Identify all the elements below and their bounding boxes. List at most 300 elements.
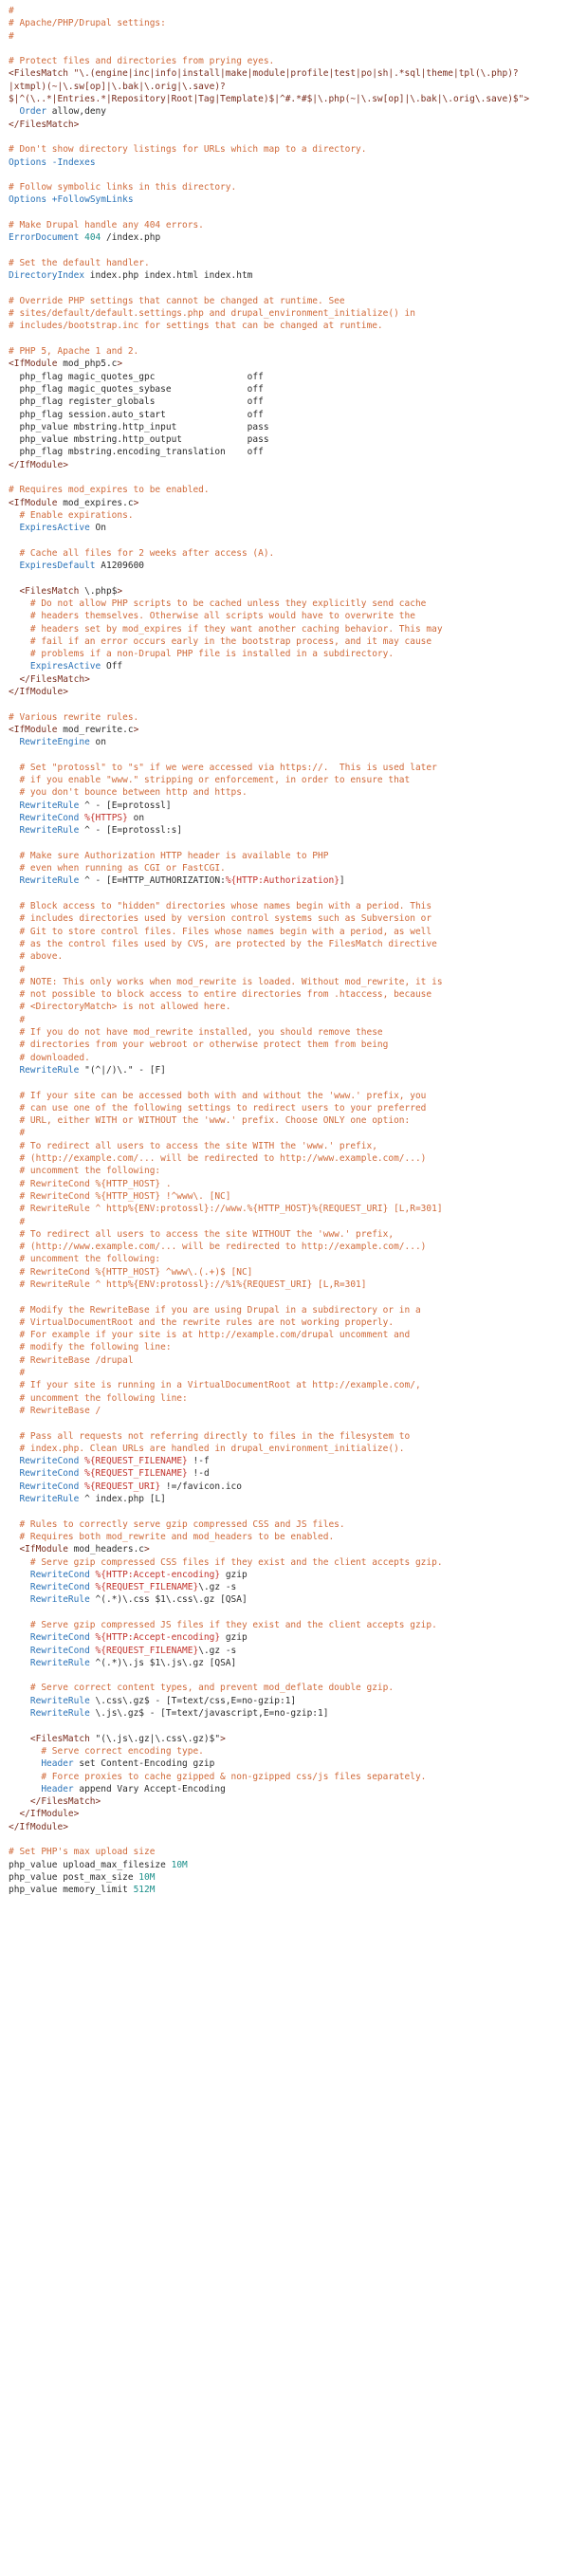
variable-token: %{REQUEST_URI} — [84, 1481, 161, 1492]
code-line — [9, 1279, 569, 1291]
code-line — [9, 5, 569, 17]
code-line — [9, 1443, 569, 1455]
code-line — [9, 711, 569, 724]
number-token: 512M — [133, 1885, 156, 1896]
text-token — [9, 1796, 30, 1807]
comment-token: # can use one of the following settings to redirect users to your preferred — [9, 1102, 427, 1113]
comment-token: # headers themselves. Otherwise all scripts would have to overwrite the — [9, 611, 415, 622]
comment-token: # uncomment the following: — [9, 1254, 161, 1265]
code-line — [9, 1430, 569, 1443]
comment-token: # Serve gzip compressed JS files if they exist and the client accepts gzip. — [9, 1620, 437, 1630]
tag-token: > — [144, 1544, 150, 1555]
tag-token: </IfModule> — [19, 1809, 80, 1820]
comment-token: # To redirect all users to access the site WITH the 'www.' prefix, — [9, 1140, 377, 1151]
text-token — [9, 1708, 30, 1719]
code-line — [9, 1581, 569, 1593]
comment-token: # Follow symbolic links in this directory. — [9, 182, 237, 193]
directive-token: DirectoryIndex — [9, 270, 85, 282]
code-line — [9, 1329, 569, 1341]
code-line — [9, 1733, 569, 1745]
comment-token: # RewriteBase /drupal — [9, 1354, 134, 1366]
variable-token: %{REQUEST_FILENAME} — [84, 1468, 188, 1480]
code-line — [9, 119, 569, 131]
code-line — [9, 964, 569, 976]
text-token — [9, 737, 19, 747]
code-line — [9, 1669, 569, 1682]
code-line — [9, 257, 569, 269]
text-token — [9, 1582, 30, 1592]
number-token: 404 — [84, 232, 101, 244]
text-token: ^ - [E=protossl] — [79, 800, 172, 811]
directive-token: ExpiresDefault — [19, 561, 96, 572]
directive-token: RewriteRule — [19, 1494, 80, 1505]
comment-token: # RewriteCond %{HTTP_HOST} ^www\.(.+)$ [NC] — [9, 1266, 253, 1278]
code-line — [9, 156, 569, 169]
code-line — [9, 1631, 569, 1644]
code-line — [9, 283, 569, 295]
directive-token: Options — [9, 194, 47, 206]
directive-token: RewriteCond — [29, 1645, 90, 1656]
text-token: mod_rewrite.c — [57, 724, 134, 735]
code-line — [9, 1291, 569, 1303]
text-token: php_flag register_globals off — [9, 396, 264, 408]
comment-token: # (http://example.com/... will be redirected to http://www.example.com/...) — [9, 1153, 427, 1165]
code-line — [9, 383, 569, 396]
tag-token: $|^(\..*|Entries.*|Repository|Root|Tag|Template)$|^#.*#$|\.php(~|\.sw[op]|\.bak|\.orig\.save)$"> — [9, 94, 530, 105]
code-line — [9, 572, 569, 584]
directive-token: ExpiresActive — [29, 661, 101, 672]
comment-token: # Force proxies to cache gzipped & non-gzipped css/js files separately. — [9, 1771, 427, 1782]
text-token: php_flag magic_quotes_sybase off — [9, 383, 264, 395]
tag-token: |xtmpl)(~|\.sw[op]|\.bak|\.orig|\.save)? — [9, 81, 226, 92]
comment-token: # includes/bootstrap.inc for settings that can be changed at runtime. — [9, 321, 383, 332]
code-line — [9, 585, 569, 598]
directive-token: ExpiresActive — [19, 523, 90, 534]
directive-token: RewriteCond — [19, 1456, 80, 1467]
text-token: !-d — [187, 1468, 210, 1480]
code-line — [9, 1039, 569, 1051]
directive-token: Options — [9, 156, 47, 168]
text-token — [9, 1632, 30, 1643]
code-line — [9, 900, 569, 912]
code-line — [9, 358, 569, 370]
text-token — [9, 1544, 19, 1555]
code-line — [9, 1808, 569, 1820]
comment-token: # you don't bounce between http and https. — [9, 787, 248, 799]
code-line — [9, 43, 569, 55]
text-token — [9, 1468, 19, 1479]
comment-token: # — [9, 1368, 26, 1379]
code-line — [9, 1493, 569, 1505]
comment-token: # If your site is running in a VirtualDocumentRoot at http://example.com/, — [9, 1380, 421, 1391]
code-line — [9, 509, 569, 522]
code-line — [9, 1556, 569, 1569]
comment-token: # Make sure Authorization HTTP header is available to PHP — [9, 850, 329, 861]
comment-token: # headers set by mod_expires if they want another caching behavior. This may — [9, 623, 443, 635]
code-line — [9, 320, 569, 332]
comment-token: # modify the following line: — [9, 1342, 172, 1353]
code-line — [9, 874, 569, 887]
comment-token: # RewriteCond %{HTTP_HOST} !^www\. [NC] — [9, 1190, 231, 1202]
code-line — [9, 1114, 569, 1127]
comment-token: # VirtualDocumentRoot and the rewrite rules are not working properly. — [9, 1316, 395, 1328]
code-line — [9, 67, 569, 80]
tag-token: <FilesMatch — [19, 585, 80, 597]
text-token: !-f — [187, 1456, 210, 1467]
code-line — [9, 93, 569, 105]
text-token: php_value memory_limit — [9, 1885, 134, 1896]
code-line — [9, 862, 569, 874]
code-line — [9, 988, 569, 1001]
code-line — [9, 1593, 569, 1606]
comment-token: # fail if an error occurs early in the bootstrap process, and it may cause — [9, 635, 432, 647]
code-line — [9, 1203, 569, 1215]
text-token: mod_headers.c — [67, 1544, 145, 1555]
variable-token: %{HTTPS} — [84, 813, 128, 823]
comment-token: # as the control files used by CVS, are protected by the FilesMatch directive — [9, 938, 437, 949]
comment-token: # RewriteRule ^ http%{ENV:protossl}://%1%{REQUEST_URI} [L,R=301] — [9, 1279, 367, 1290]
comment-token: # — [9, 6, 14, 16]
code-line — [9, 1859, 569, 1871]
comment-token: # Git to store control files. Files whose names begin with a period, as well — [9, 926, 432, 937]
text-token — [9, 674, 19, 685]
tag-token: <IfModule — [9, 724, 58, 735]
code-line — [9, 421, 569, 433]
text-token — [9, 1065, 19, 1076]
comment-token: # (http://www.example.com/... will be redirected to http://example.com/...) — [9, 1242, 427, 1253]
text-token: A1209600 — [95, 561, 145, 572]
tag-token: <IfModule — [19, 1544, 68, 1555]
directive-token: RewriteEngine — [19, 737, 90, 748]
tag-token: </FilesMatch> — [29, 1796, 101, 1808]
comment-token: # Do not allow PHP scripts to be cached unless they explicitly send cache — [9, 598, 427, 609]
code-line — [9, 1253, 569, 1265]
code-line — [9, 1354, 569, 1367]
code-line — [9, 1682, 569, 1694]
text-token: php_value mbstring.http_output pass — [9, 434, 269, 446]
code-line — [9, 1090, 569, 1102]
code-line — [9, 673, 569, 686]
comment-token: # Modify the RewriteBase if you are using Drupal in a subdirectory or in a — [9, 1304, 421, 1316]
code-line — [9, 926, 569, 938]
code-line — [9, 1657, 569, 1669]
code-line — [9, 1152, 569, 1165]
comment-token: # Serve gzip compressed CSS files if they exist and the client accepts gzip. — [9, 1556, 443, 1568]
code-line — [9, 1379, 569, 1391]
code-line — [9, 1102, 569, 1114]
comment-token: # If your site can be accessed both with and without the 'www.' prefix, you — [9, 1090, 427, 1101]
code-line — [9, 547, 569, 560]
code-line — [9, 1720, 569, 1732]
code-line — [9, 459, 569, 471]
comment-token: # Set PHP's max upload size — [9, 1847, 156, 1858]
code-line — [9, 497, 569, 509]
code-line — [9, 837, 569, 850]
code-line — [9, 724, 569, 736]
tag-token: </IfModule> — [9, 1821, 68, 1832]
comment-token: # — [9, 1216, 26, 1227]
code-line — [9, 1165, 569, 1177]
text-token: gzip — [220, 1632, 248, 1644]
code-line — [9, 888, 569, 900]
text-token: \.php$ — [79, 585, 118, 597]
text-token — [9, 106, 19, 117]
code-line — [9, 912, 569, 925]
code-line — [9, 938, 569, 950]
code-line — [9, 1127, 569, 1139]
code-line — [9, 1884, 569, 1896]
variable-token: %{HTTP:Accept-encoding} — [95, 1569, 221, 1580]
text-token — [9, 813, 19, 823]
comment-token: # Various rewrite rules. — [9, 711, 139, 723]
code-line — [9, 1405, 569, 1417]
directive-token: +FollowSymLinks — [51, 194, 134, 206]
text-token: /index.php — [101, 232, 161, 244]
code-line — [9, 1619, 569, 1631]
code-line — [9, 131, 569, 143]
text-token — [9, 800, 19, 811]
text-token — [9, 586, 19, 597]
code-line — [9, 1026, 569, 1039]
directive-token: Header — [41, 1758, 74, 1770]
tag-token: </IfModule> — [9, 687, 68, 698]
text-token: set Content-Encoding gzip — [73, 1758, 215, 1770]
code-line — [9, 207, 569, 219]
code-line — [9, 1481, 569, 1493]
comment-token: # Apache/PHP/Drupal settings: — [9, 18, 166, 29]
text-token — [9, 1456, 19, 1466]
variable-token: %{REQUEST_FILENAME} — [95, 1582, 199, 1593]
tag-token: </FilesMatch> — [19, 673, 90, 685]
code-line — [9, 1178, 569, 1190]
text-token — [9, 1784, 41, 1794]
text-token — [9, 1809, 19, 1819]
code-line — [9, 1014, 569, 1026]
text-token: \.gz -s — [198, 1582, 237, 1593]
comment-token: # Override PHP settings that cannot be changed at runtime. See — [9, 295, 345, 306]
code-line — [9, 736, 569, 748]
variable-token: %{REQUEST_FILENAME} — [95, 1645, 199, 1656]
code-line — [9, 1076, 569, 1089]
text-token — [9, 1481, 19, 1492]
code-line — [9, 1064, 569, 1076]
directive-token: RewriteRule — [19, 800, 80, 811]
comment-token: # Cache all files for 2 weeks after access (A). — [9, 547, 275, 559]
directive-token: -Indexes — [51, 156, 96, 168]
tag-token: > — [220, 1733, 226, 1744]
comment-token: # — [9, 1014, 26, 1025]
code-line — [9, 786, 569, 799]
text-token: "(\.js\.gz|\.css\.gz)$" — [89, 1733, 221, 1744]
comment-token: # directories from your webroot or otherwise protect them from being — [9, 1040, 389, 1051]
tag-token: > — [133, 497, 139, 508]
code-line — [9, 30, 569, 43]
code-line — [9, 1216, 569, 1228]
code-line — [9, 749, 569, 762]
tag-token: <FilesMatch "\.(engine|inc|info|install|make|module|profile|test|po|sh|.*sql|theme|tpl(\.php)? — [9, 68, 519, 80]
code-line — [9, 1745, 569, 1757]
comment-token: # if you enable "www." stripping or enforcement, in order to ensure that — [9, 775, 411, 786]
code-line — [9, 1304, 569, 1316]
text-token — [9, 661, 30, 672]
text-token — [9, 875, 19, 886]
code-line — [9, 648, 569, 660]
code-line — [9, 1607, 569, 1619]
comment-token: # above. — [9, 951, 64, 963]
code-line — [9, 850, 569, 862]
comment-token: # downloaded. — [9, 1052, 90, 1063]
comment-token: # URL, either WITH or WITHOUT the 'www.' prefix. Choose ONLY one option: — [9, 1115, 411, 1127]
code-line — [9, 623, 569, 635]
tag-token: </FilesMatch> — [9, 119, 80, 130]
text-token: php_flag session.auto_start off — [9, 409, 264, 420]
comment-token: # Don't show directory listings for URLs which map to a directory. — [9, 144, 367, 156]
code-line — [9, 976, 569, 988]
comment-token: # — [9, 964, 26, 975]
code-line — [9, 1645, 569, 1657]
tag-token: > — [117, 359, 123, 370]
code-line — [9, 1518, 569, 1531]
code-line — [9, 1052, 569, 1064]
text-token: \.js\.gz$ - [T=text/javascript,E=no-gzip:1] — [89, 1708, 329, 1720]
code-line — [9, 269, 569, 282]
comment-token: # Protect files and directories from prying eyes. — [9, 56, 275, 67]
text-token — [9, 1758, 41, 1769]
code-line — [9, 1833, 569, 1846]
code-line — [9, 534, 569, 546]
comment-token: # uncomment the following: — [9, 1166, 161, 1177]
code-line — [9, 231, 569, 244]
code-line — [9, 55, 569, 67]
comment-token: # problems if a non-Drupal PHP file is installed in a subdirectory. — [9, 649, 395, 660]
text-token — [9, 1734, 30, 1744]
comment-token: # Rules to correctly serve gzip compressed CSS and JS files. — [9, 1518, 345, 1530]
code-line — [9, 1316, 569, 1329]
text-token: mod_expires.c — [57, 497, 134, 508]
code-line — [9, 345, 569, 358]
code-line — [9, 81, 569, 93]
text-token: php_flag magic_quotes_gpc off — [9, 371, 264, 382]
code-line — [9, 1505, 569, 1518]
text-token: !=/favicon.ico — [160, 1481, 242, 1492]
code-line — [9, 522, 569, 534]
comment-token: # — [9, 1128, 26, 1139]
comment-token: # PHP 5, Apache 1 and 2. — [9, 346, 139, 358]
code-line — [9, 698, 569, 710]
text-token: \.gz -s — [198, 1645, 237, 1656]
comment-token: # Serve correct content types, and prevent mod_deflate double gzip. — [9, 1683, 395, 1694]
code-line — [9, 610, 569, 622]
text-token: ^(.*)\.js $1\.js\.gz [QSA] — [89, 1657, 237, 1668]
text-token: mod_php5.c — [57, 359, 118, 370]
code-line — [9, 219, 569, 231]
directive-token: Header — [41, 1783, 74, 1794]
text-token — [9, 523, 19, 533]
comment-token: # If you do not have mod_rewrite installed, you should remove these — [9, 1027, 383, 1039]
directive-token: RewriteRule — [29, 1695, 90, 1706]
text-token — [9, 1646, 30, 1656]
number-token: 10M — [138, 1871, 156, 1883]
directive-token: RewriteRule — [29, 1657, 90, 1668]
variable-token: %{HTTP:Accept-encoding} — [95, 1632, 221, 1644]
code-line — [9, 181, 569, 193]
code-line — [9, 1417, 569, 1429]
comment-token: # not possible to block access to entire directories from .htaccess, because — [9, 989, 432, 1001]
directive-token: RewriteCond — [19, 1468, 80, 1480]
text-token: append Vary Accept-Encoding — [73, 1783, 226, 1794]
directive-token: RewriteRule — [19, 825, 80, 837]
code-line — [9, 1695, 569, 1707]
code-line — [9, 433, 569, 446]
comment-token: # sites/default/default.settings.php and drupal_environment_initialize() in — [9, 308, 415, 320]
directive-token: RewriteCond — [29, 1569, 90, 1580]
directive-token: RewriteCond — [19, 813, 80, 823]
text-token: index.php index.html index.htm — [84, 270, 253, 282]
comment-token: # even when running as CGI or FastCGI. — [9, 863, 226, 874]
directive-token: RewriteCond — [29, 1632, 90, 1644]
text-token: ^(.*)\.css $1\.css\.gz [QSA] — [89, 1594, 248, 1606]
code-line — [9, 143, 569, 156]
text-token: Off — [101, 661, 123, 672]
code-line — [9, 1467, 569, 1480]
code-line — [9, 1846, 569, 1858]
directive-token: ErrorDocument — [9, 232, 80, 244]
code-line — [9, 1392, 569, 1405]
code-line — [9, 1783, 569, 1795]
comment-token: # RewriteBase / — [9, 1405, 101, 1416]
code-line — [9, 686, 569, 698]
directive-token: RewriteCond — [29, 1582, 90, 1593]
comment-token: # index.php. Clean URLs are handled in drupal_environment_initialize(). — [9, 1443, 405, 1454]
comment-token: # <DirectoryMatch> is not allowed here. — [9, 1002, 231, 1013]
tag-token: <IfModule — [9, 497, 58, 508]
comment-token: # Enable expirations. — [9, 509, 134, 521]
code-line — [9, 371, 569, 383]
directive-token: Order — [19, 106, 47, 118]
comment-token: # Block access to "hidden" directories whose names begin with a period. This — [9, 901, 432, 912]
comment-token: # Pass all requests not referring directly to files in the filesystem to — [9, 1430, 411, 1442]
code-line — [9, 1821, 569, 1833]
tag-token: > — [117, 585, 123, 597]
comment-token: # Serve correct encoding type. — [9, 1745, 204, 1757]
variable-token: %{HTTP:Authorization} — [225, 875, 340, 887]
code-line — [9, 774, 569, 786]
code-line — [9, 660, 569, 672]
code-line — [9, 1455, 569, 1467]
code-line — [9, 824, 569, 837]
text-token: On — [89, 523, 106, 534]
tag-token: > — [133, 724, 139, 735]
code-line — [9, 598, 569, 610]
code-line — [9, 471, 569, 484]
code-line — [9, 193, 569, 206]
text-token: php_value post_max_size — [9, 1871, 139, 1883]
code-line — [9, 1771, 569, 1783]
text-token: ^ index.php [L] — [79, 1494, 166, 1505]
code-line — [9, 105, 569, 118]
directive-token: RewriteCond — [19, 1481, 80, 1492]
directive-token: RewriteRule — [19, 1064, 80, 1076]
code-line — [9, 1531, 569, 1543]
code-line — [9, 1241, 569, 1253]
comment-token: # includes directories used by version control systems such as Subversion or — [9, 913, 432, 925]
comment-token: # To redirect all users to access the site WITHOUT the 'www.' prefix, — [9, 1228, 395, 1240]
code-line — [9, 1228, 569, 1241]
text-token: ^ - [E=HTTP_AUTHORIZATION: — [79, 875, 226, 887]
text-token — [9, 1570, 30, 1580]
text-token — [9, 1594, 30, 1605]
code-line — [9, 1871, 569, 1884]
